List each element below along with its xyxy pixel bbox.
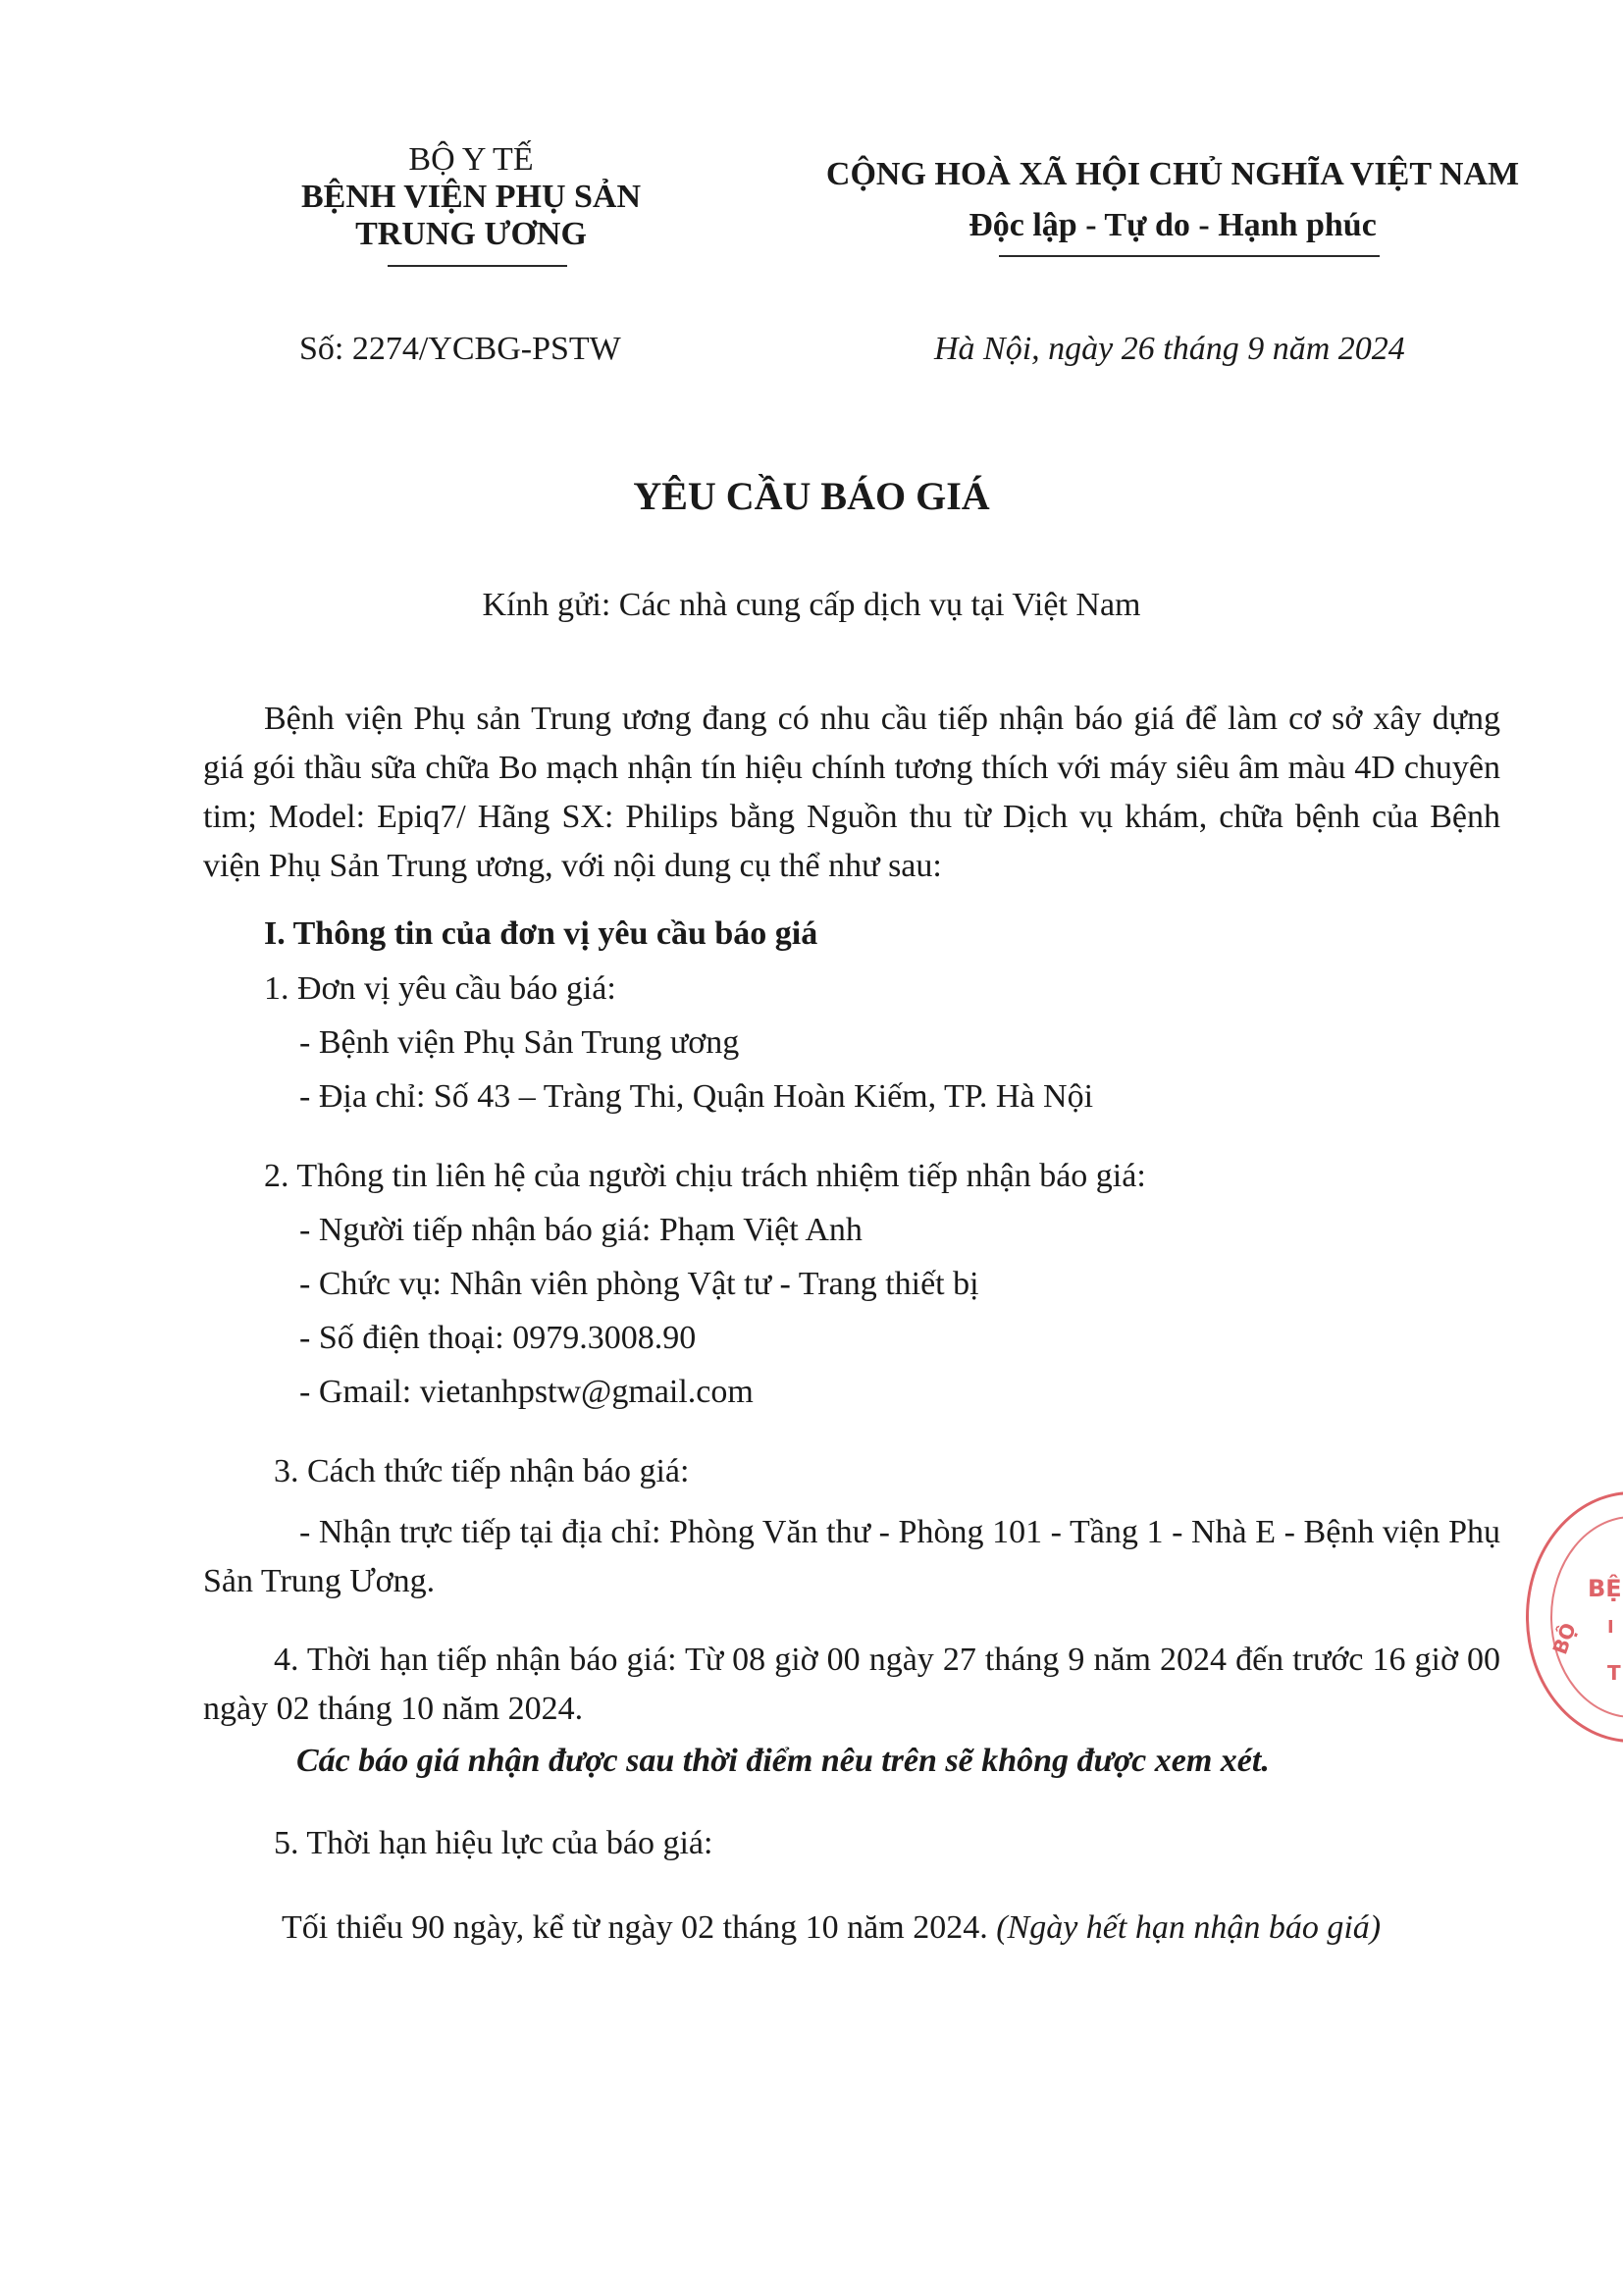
header-left-rule <box>388 265 567 267</box>
section1-heading: I. Thông tin của đơn vị yêu cầu báo giá <box>264 915 818 952</box>
item4-paragraph <box>203 1636 1500 1734</box>
hospital-name-line1: BỆNH VIỆN PHỤ SẢN <box>300 179 642 215</box>
document-title: YÊU CẦU BÁO GIÁ <box>633 474 990 518</box>
item5-label: 5. Thời hạn hiệu lực của báo giá: <box>274 1825 713 1861</box>
stamp-text-top: BỆ <box>1588 1575 1622 1602</box>
item3-detail <box>203 1508 1500 1606</box>
item2-email: - Gmail: vietanhpstw@gmail.com <box>299 1374 754 1410</box>
item4-text: 4. Thời hạn tiếp nhận báo giá: Từ 08 giờ 00 ngày 27 tháng 9 năm 2024 đến trước 16 giờ 00 ngày 02 tháng 10 năm 2024. <box>203 1642 1500 1727</box>
header-right-rule <box>999 255 1380 257</box>
national-motto: Độc lập - Tự do - Hạnh phúc <box>969 207 1377 243</box>
intro-paragraph <box>203 695 1500 891</box>
item1-label: 1. Đơn vị yêu cầu báo giá: <box>264 970 616 1007</box>
hospital-name-line2: TRUNG ƯƠNG <box>355 216 587 252</box>
stamp-text-left: BỘ <box>1547 1619 1581 1658</box>
stamp-text-mid: I <box>1607 1617 1614 1638</box>
document-number: Số: 2274/YCBG-PSTW <box>299 331 621 367</box>
ministry-name: BỘ Y TẾ <box>408 141 534 178</box>
item2-receiver: - Người tiếp nhận báo giá: Phạm Việt Anh <box>299 1212 863 1248</box>
place-and-date: Hà Nội, ngày 26 tháng 9 năm 2024 <box>934 331 1405 367</box>
country-name: CỘNG HOÀ XÃ HỘI CHỦ NGHĨA VIỆT NAM <box>825 156 1520 192</box>
item1-name: - Bệnh viện Phụ Sản Trung ương <box>299 1024 740 1061</box>
item5-detail-note: (Ngày hết hạn nhận báo giá) <box>996 1909 1382 1946</box>
item2-position: - Chức vụ: Nhân viên phòng Vật tư - Trang thiết bị <box>299 1266 979 1302</box>
item2-phone: - Số điện thoại: 0979.3008.90 <box>299 1320 697 1356</box>
item3-detail-text: - Nhận trực tiếp tại địa chỉ: Phòng Văn thư - Phòng 101 - Tầng 1 - Nhà E - Bệnh viện Phụ Sản Trung Ương. <box>203 1514 1500 1599</box>
stamp-text-right: T <box>1607 1661 1621 1685</box>
intro-text: Bệnh viện Phụ sản Trung ương đang có nhu cầu tiếp nhận báo giá để làm cơ sở xây dựng giá gói thầu sữa chữa Bo mạch nhận tín hiệu chính tương thích với máy siêu âm màu 4D chuyên tim; Model: Epiq7/ Hãng SX: Philips bằng Nguồn thu từ Dịch vụ khám, chữa bệnh của Bệnh viện Phụ Sản Trung ương, với nội dung cụ thể như sau: <box>203 701 1500 884</box>
official-stamp <box>1526 1491 1623 1743</box>
item4-note: Các báo giá nhận được sau thời điểm nêu trên sẽ không được xem xét. <box>296 1743 1270 1779</box>
item3-label: 3. Cách thức tiếp nhận báo giá: <box>274 1453 690 1489</box>
item5-detail-text: Tối thiểu 90 ngày, kể từ ngày 02 tháng 10 năm 2024. <box>282 1909 988 1946</box>
item1-address: - Địa chỉ: Số 43 – Tràng Thi, Quận Hoàn Kiếm, TP. Hà Nội <box>299 1078 1094 1115</box>
salutation: Kính gửi: Các nhà cung cấp dịch vụ tại Việt Nam <box>482 587 1141 623</box>
item5-detail <box>282 1909 1381 1947</box>
item2-label: 2. Thông tin liên hệ của người chịu trách nhiệm tiếp nhận báo giá: <box>264 1158 1146 1194</box>
